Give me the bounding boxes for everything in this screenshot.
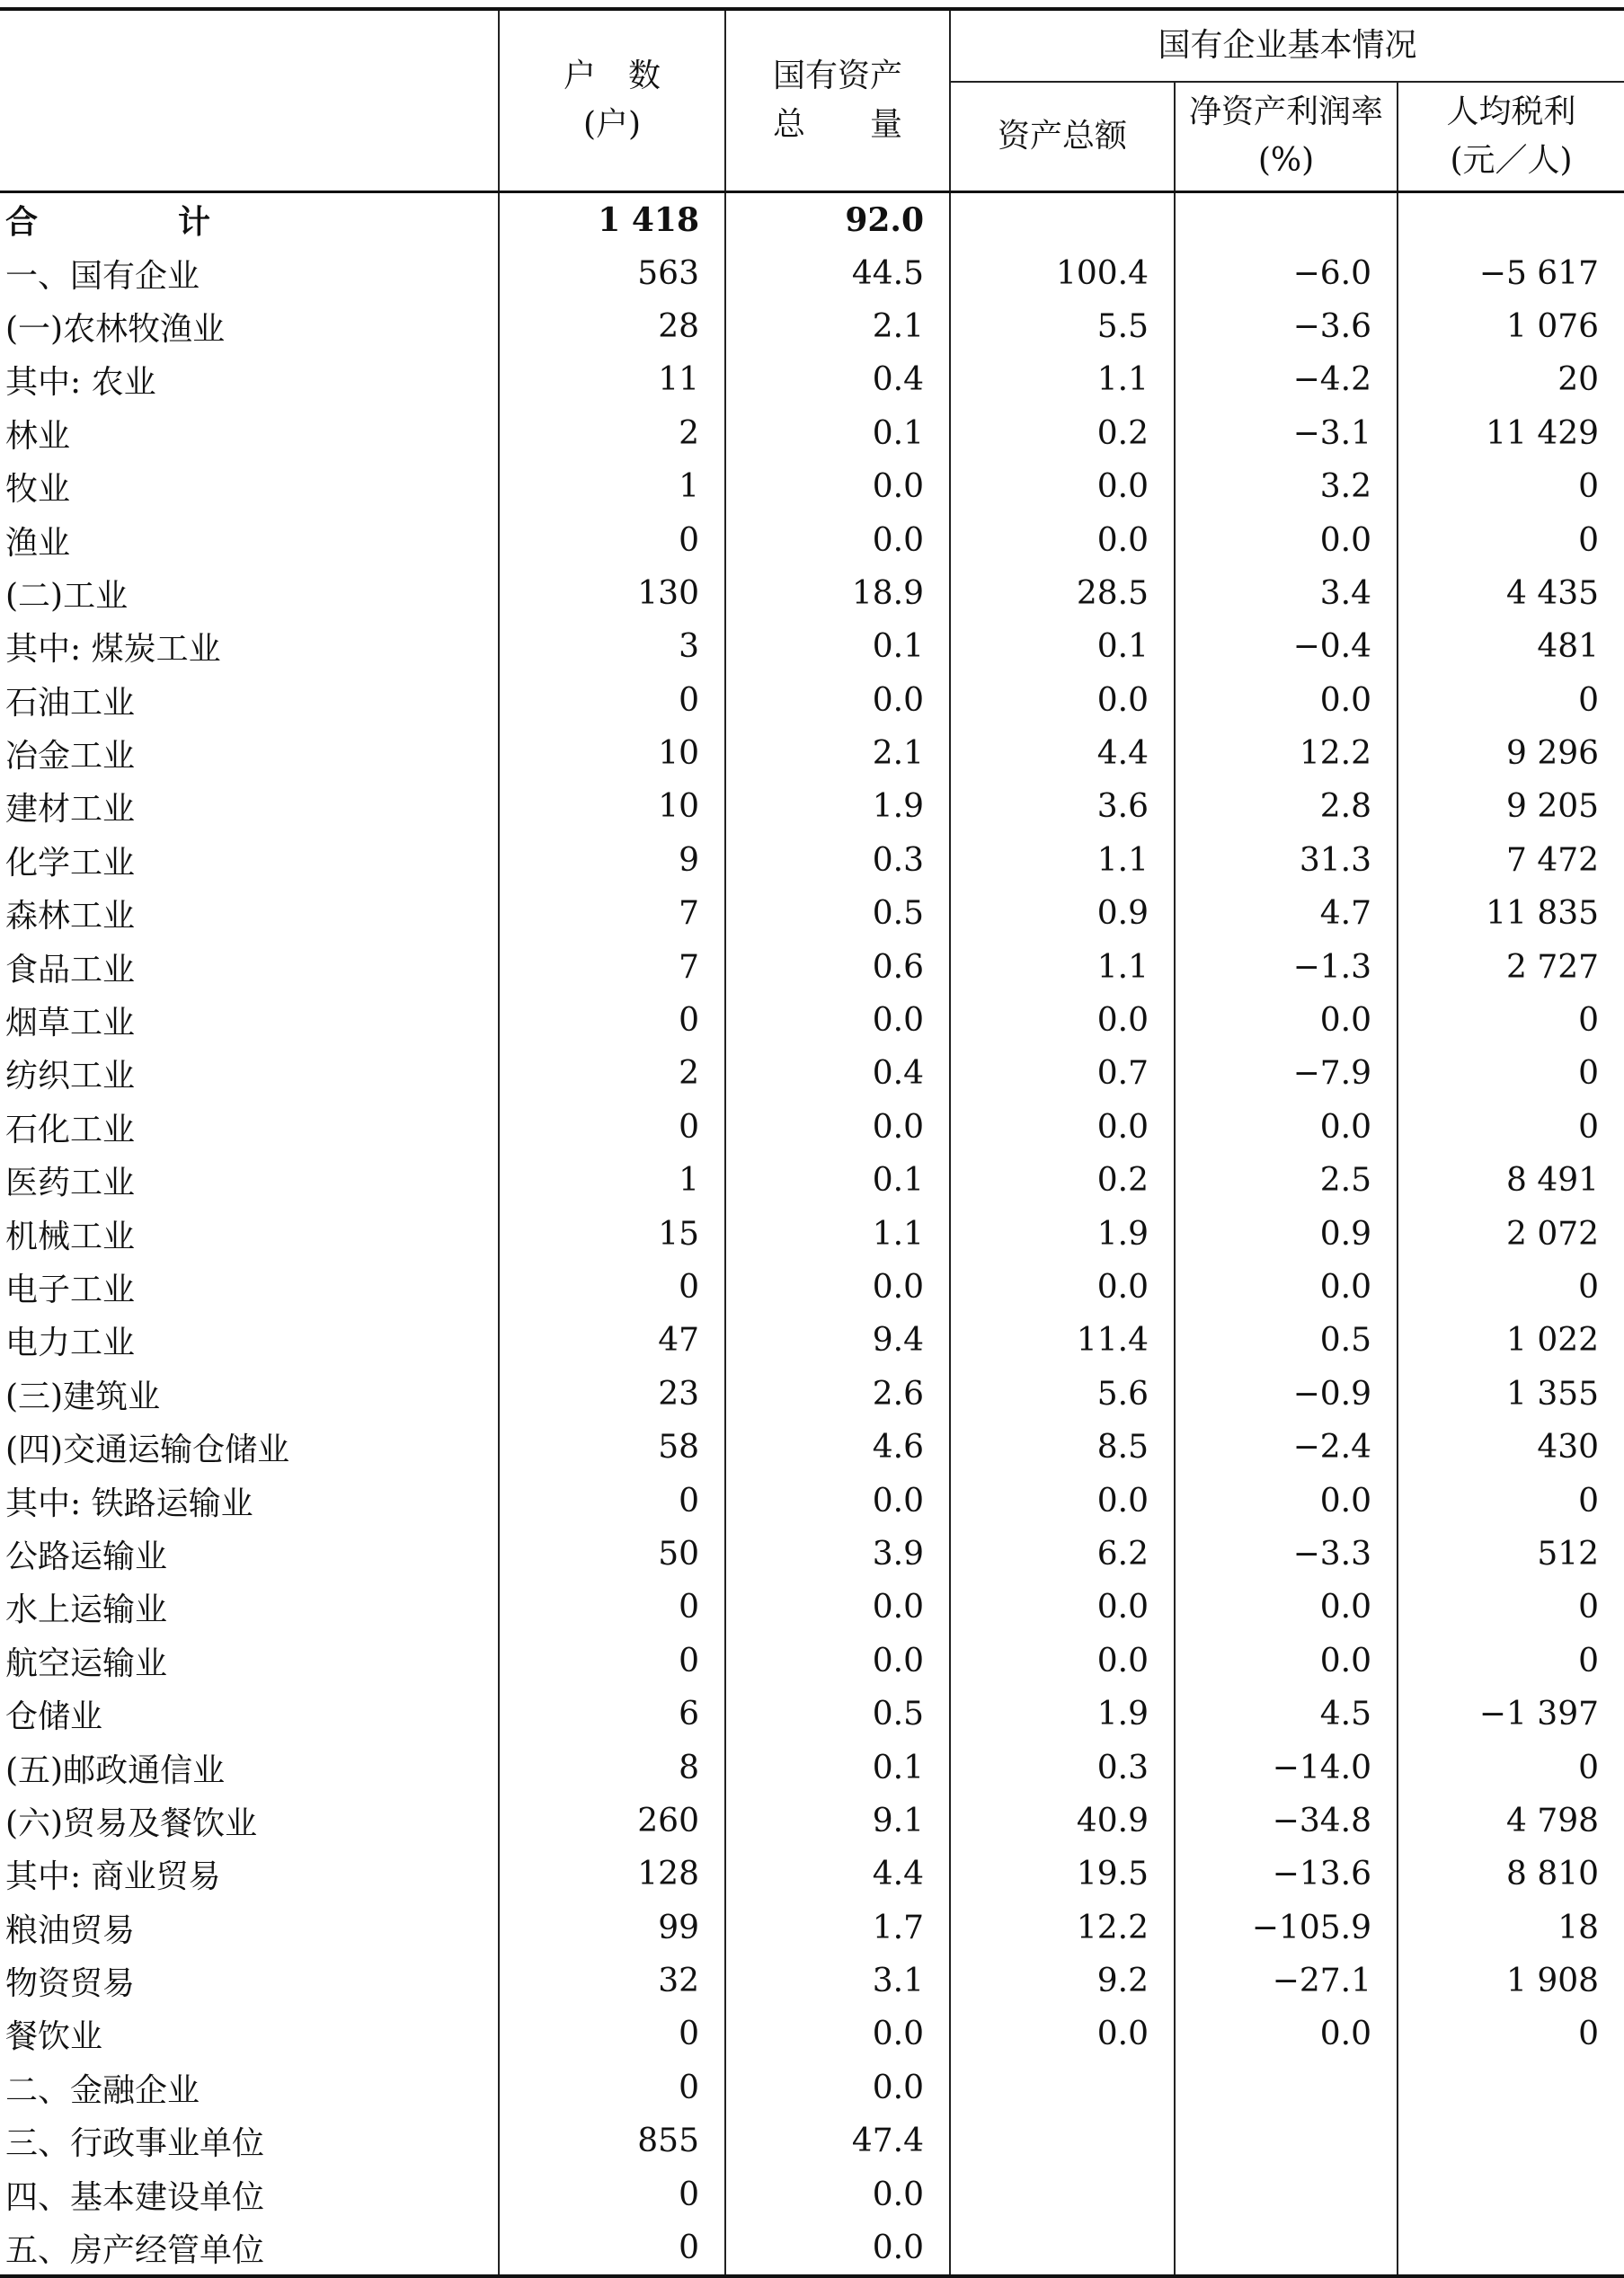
table-row <box>0 353 1624 406</box>
table-header <box>0 9 1624 192</box>
households-cell: 0 <box>499 2061 725 2114</box>
total-assets-cell: 0.3 <box>950 1741 1175 1794</box>
header-roe-title: 净资产利润率 <box>1188 93 1383 130</box>
table-row <box>0 674 1624 727</box>
row-label: 仓储业 <box>5 1698 103 1736</box>
row-label: 其中: 铁路运输业 <box>5 1485 253 1522</box>
per-capita-tax-profit-cell: 18 <box>1398 1901 1624 1954</box>
net-asset-profit-rate-cell: 2.8 <box>1175 780 1398 833</box>
per-capita-tax-profit-cell <box>1398 2221 1624 2276</box>
table-row <box>0 2008 1624 2061</box>
state-assets-cell: 0.0 <box>725 1581 950 1634</box>
header-total-assets: 资产总额 <box>950 82 1175 192</box>
net-asset-profit-rate-cell <box>1175 2114 1398 2167</box>
net-asset-profit-rate-cell: −1.3 <box>1175 940 1398 993</box>
households-cell: 855 <box>499 2114 725 2167</box>
net-asset-profit-rate-cell: 0.5 <box>1175 1314 1398 1367</box>
households-cell: 0 <box>499 1635 725 1688</box>
households-cell: 0 <box>499 1101 725 1154</box>
state-assets-cell: 0.0 <box>725 2008 950 2061</box>
state-assets-table <box>0 7 1624 2278</box>
row-label: 机械工业 <box>5 1218 136 1255</box>
state-assets-cell: 9.1 <box>725 1795 950 1848</box>
header-state-assets-title: 国有资产 <box>772 58 902 94</box>
per-capita-tax-profit-cell: 0 <box>1398 1047 1624 1100</box>
row-label: 水上运输业 <box>5 1591 168 1629</box>
households-cell: 563 <box>499 246 725 299</box>
state-assets-cell: 0.4 <box>725 353 950 406</box>
table-row <box>0 1474 1624 1527</box>
net-asset-profit-rate-cell <box>1175 2167 1398 2220</box>
state-assets-cell: 47.4 <box>725 2114 950 2167</box>
households-cell: 6 <box>499 1688 725 1741</box>
per-capita-tax-profit-cell: 0 <box>1398 460 1624 513</box>
row-label: 其中: 商业贸易 <box>5 1858 221 1896</box>
header-state-assets <box>725 9 950 192</box>
table-row <box>0 567 1624 620</box>
net-asset-profit-rate-cell: −4.2 <box>1175 353 1398 406</box>
households-cell: 11 <box>499 353 725 406</box>
net-asset-profit-rate-cell: −3.6 <box>1175 300 1398 353</box>
table-row <box>0 1954 1624 2008</box>
per-capita-tax-profit-cell <box>1398 2061 1624 2114</box>
state-assets-cell: 0.0 <box>725 994 950 1047</box>
households-cell: 0 <box>499 1261 725 1314</box>
net-asset-profit-rate-cell: −105.9 <box>1175 1901 1398 1954</box>
total-assets-cell <box>950 2114 1175 2167</box>
table-row <box>0 1421 1624 1474</box>
per-capita-tax-profit-cell: 8 491 <box>1398 1154 1624 1207</box>
per-capita-tax-profit-cell: 0 <box>1398 1741 1624 1794</box>
table-row <box>0 780 1624 833</box>
net-asset-profit-rate-cell: 0.0 <box>1175 1474 1398 1527</box>
total-assets-cell: 1.1 <box>950 353 1175 406</box>
table-row <box>0 940 1624 993</box>
table-row <box>0 2221 1624 2276</box>
net-asset-profit-rate-cell: 4.5 <box>1175 1688 1398 1741</box>
per-capita-tax-profit-cell: 0 <box>1398 674 1624 727</box>
row-label: 烟草工业 <box>5 1005 136 1042</box>
net-asset-profit-rate-cell: −2.4 <box>1175 1421 1398 1474</box>
state-assets-cell: 9.4 <box>725 1314 950 1367</box>
per-capita-tax-profit-cell <box>1398 2114 1624 2167</box>
total-assets-cell: 12.2 <box>950 1901 1175 1954</box>
state-assets-cell: 0.0 <box>725 1635 950 1688</box>
row-label: (五)邮政通信业 <box>5 1751 226 1789</box>
households-cell: 128 <box>499 1848 725 1901</box>
table-row <box>0 1047 1624 1100</box>
header-soe-basic-info: 国有企业基本情况 <box>950 9 1624 82</box>
net-asset-profit-rate-cell: 3.2 <box>1175 460 1398 513</box>
net-asset-profit-rate-cell <box>1175 2221 1398 2276</box>
households-cell: 7 <box>499 887 725 940</box>
net-asset-profit-rate-cell: 0.0 <box>1175 1261 1398 1314</box>
row-label: (一)农林牧渔业 <box>5 310 226 348</box>
per-capita-tax-profit-cell: 4 435 <box>1398 567 1624 620</box>
table-row <box>0 1795 1624 1848</box>
households-cell: 15 <box>499 1207 725 1260</box>
row-label: 餐饮业 <box>5 2018 103 2056</box>
per-capita-tax-profit-cell: 0 <box>1398 1474 1624 1527</box>
per-capita-tax-profit-cell: 0 <box>1398 994 1624 1047</box>
households-cell: 47 <box>499 1314 725 1367</box>
state-assets-cell: 0.0 <box>725 1474 950 1527</box>
header-tax-unit: (元／人) <box>1450 142 1573 179</box>
total-assets-cell <box>950 192 1175 247</box>
total-assets-cell: 5.6 <box>950 1368 1175 1421</box>
households-cell: 260 <box>499 1795 725 1848</box>
row-label: 五、房产经管单位 <box>5 2232 265 2270</box>
total-assets-cell <box>950 2167 1175 2220</box>
row-label: 航空运输业 <box>5 1644 168 1682</box>
per-capita-tax-profit-cell: 0 <box>1398 2008 1624 2061</box>
row-label: 物资贸易 <box>5 1965 136 2003</box>
households-cell: 28 <box>499 300 725 353</box>
state-assets-cell: 0.0 <box>725 1261 950 1314</box>
state-assets-cell: 1.7 <box>725 1901 950 1954</box>
table-row <box>0 2167 1624 2220</box>
state-assets-cell: 0.0 <box>725 2167 950 2220</box>
table-row <box>0 1848 1624 1901</box>
net-asset-profit-rate-cell: −3.3 <box>1175 1528 1398 1581</box>
table-row <box>0 192 1624 247</box>
table-row <box>0 1635 1624 1688</box>
net-asset-profit-rate-cell: 0.0 <box>1175 1635 1398 1688</box>
table-row <box>0 727 1624 780</box>
per-capita-tax-profit-cell: 430 <box>1398 1421 1624 1474</box>
per-capita-tax-profit-cell: 1 908 <box>1398 1954 1624 2008</box>
row-label: (二)工业 <box>5 577 129 615</box>
total-assets-cell <box>950 2221 1175 2276</box>
per-capita-tax-profit-cell: 512 <box>1398 1528 1624 1581</box>
per-capita-tax-profit-cell: −1 397 <box>1398 1688 1624 1741</box>
per-capita-tax-profit-cell: 2 727 <box>1398 940 1624 993</box>
table-row <box>0 620 1624 673</box>
row-label: 四、基本建设单位 <box>5 2178 265 2216</box>
total-assets-cell: 4.4 <box>950 727 1175 780</box>
households-cell: 0 <box>499 1474 725 1527</box>
per-capita-tax-profit-cell: 0 <box>1398 1635 1624 1688</box>
total-assets-cell: 11.4 <box>950 1314 1175 1367</box>
net-asset-profit-rate-cell: −27.1 <box>1175 1954 1398 2008</box>
households-cell: 1 418 <box>499 192 725 247</box>
households-cell: 7 <box>499 940 725 993</box>
row-label: 纺织工业 <box>5 1058 136 1095</box>
header-net-asset-profit-rate <box>1175 82 1398 192</box>
state-assets-cell: 4.6 <box>725 1421 950 1474</box>
total-assets-cell: 40.9 <box>950 1795 1175 1848</box>
total-assets-cell: 19.5 <box>950 1848 1175 1901</box>
table-row <box>0 460 1624 513</box>
net-asset-profit-rate-cell: −0.4 <box>1175 620 1398 673</box>
net-asset-profit-rate-cell: −34.8 <box>1175 1795 1398 1848</box>
total-assets-cell: 0.0 <box>950 1474 1175 1527</box>
header-households-unit: (户) <box>582 106 642 143</box>
per-capita-tax-profit-cell: 7 472 <box>1398 834 1624 887</box>
table-row <box>0 1528 1624 1581</box>
state-assets-cell: 3.1 <box>725 1954 950 2008</box>
net-asset-profit-rate-cell: −7.9 <box>1175 1047 1398 1100</box>
state-assets-cell: 18.9 <box>725 567 950 620</box>
state-assets-cell: 2.1 <box>725 300 950 353</box>
row-label: 建材工业 <box>5 791 136 829</box>
net-asset-profit-rate-cell: −0.9 <box>1175 1368 1398 1421</box>
table-row <box>0 1368 1624 1421</box>
state-assets-cell: 0.1 <box>725 407 950 460</box>
table-row <box>0 2061 1624 2114</box>
households-cell: 0 <box>499 674 725 727</box>
per-capita-tax-profit-cell: 1 022 <box>1398 1314 1624 1367</box>
total-assets-cell: 0.0 <box>950 513 1175 566</box>
net-asset-profit-rate-cell: −6.0 <box>1175 246 1398 299</box>
table-row <box>0 887 1624 940</box>
total-assets-cell: 0.0 <box>950 1101 1175 1154</box>
households-cell: 2 <box>499 1047 725 1100</box>
state-assets-cell: 4.4 <box>725 1848 950 1901</box>
total-assets-cell: 3.6 <box>950 780 1175 833</box>
households-cell: 0 <box>499 1581 725 1634</box>
state-assets-cell: 0.0 <box>725 674 950 727</box>
table-row <box>0 1314 1624 1367</box>
total-assets-cell: 0.7 <box>950 1047 1175 1100</box>
table-row <box>0 246 1624 299</box>
households-cell: 0 <box>499 994 725 1047</box>
state-assets-cell: 0.4 <box>725 1047 950 1100</box>
row-label: (四)交通运输仓储业 <box>5 1432 290 1469</box>
state-assets-cell: 0.5 <box>725 887 950 940</box>
households-cell: 10 <box>499 727 725 780</box>
per-capita-tax-profit-cell: 2 072 <box>1398 1207 1624 1260</box>
table-row <box>0 1688 1624 1741</box>
total-assets-cell: 5.5 <box>950 300 1175 353</box>
households-cell: 9 <box>499 834 725 887</box>
row-label: 冶金工业 <box>5 738 136 776</box>
state-assets-cell: 3.9 <box>725 1528 950 1581</box>
table-row <box>0 1741 1624 1794</box>
total-assets-cell <box>950 2061 1175 2114</box>
households-cell: 3 <box>499 620 725 673</box>
households-cell: 130 <box>499 567 725 620</box>
row-label: (六)贸易及餐饮业 <box>5 1804 258 1842</box>
row-label: 森林工业 <box>5 898 136 935</box>
net-asset-profit-rate-cell <box>1175 192 1398 247</box>
table-row <box>0 2114 1624 2167</box>
table-body <box>0 192 1624 2277</box>
total-assets-cell: 0.0 <box>950 460 1175 513</box>
households-cell: 58 <box>499 1421 725 1474</box>
per-capita-tax-profit-cell: −5 617 <box>1398 246 1624 299</box>
table-row <box>0 1261 1624 1314</box>
per-capita-tax-profit-cell: 0 <box>1398 513 1624 566</box>
header-roe-unit: (%) <box>1257 142 1315 179</box>
total-assets-cell: 9.2 <box>950 1954 1175 2008</box>
state-assets-cell: 0.1 <box>725 1154 950 1207</box>
table-row <box>0 1101 1624 1154</box>
total-assets-cell: 1.1 <box>950 940 1175 993</box>
state-assets-cell: 0.0 <box>725 513 950 566</box>
households-cell: 0 <box>499 2221 725 2276</box>
net-asset-profit-rate-cell: 0.0 <box>1175 994 1398 1047</box>
households-cell: 1 <box>499 460 725 513</box>
state-assets-cell: 0.5 <box>725 1688 950 1741</box>
per-capita-tax-profit-cell <box>1398 2167 1624 2220</box>
total-assets-cell: 1.9 <box>950 1688 1175 1741</box>
state-assets-cell: 92.0 <box>725 192 950 247</box>
row-label: 渔业 <box>5 524 71 562</box>
state-assets-cell: 0.0 <box>725 2221 950 2276</box>
per-capita-tax-profit-cell: 0 <box>1398 1261 1624 1314</box>
net-asset-profit-rate-cell: −13.6 <box>1175 1848 1398 1901</box>
households-cell: 50 <box>499 1528 725 1581</box>
row-label: (三)建筑业 <box>5 1378 161 1415</box>
per-capita-tax-profit-cell <box>1398 192 1624 247</box>
net-asset-profit-rate-cell: −3.1 <box>1175 407 1398 460</box>
total-assets-cell: 0.2 <box>950 407 1175 460</box>
households-cell: 1 <box>499 1154 725 1207</box>
per-capita-tax-profit-cell: 1 076 <box>1398 300 1624 353</box>
net-asset-profit-rate-cell: 4.7 <box>1175 887 1398 940</box>
per-capita-tax-profit-cell: 8 810 <box>1398 1848 1624 1901</box>
total-assets-cell: 6.2 <box>950 1528 1175 1581</box>
row-label: 一、国有企业 <box>5 257 200 295</box>
total-assets-cell: 0.0 <box>950 674 1175 727</box>
state-assets-cell: 2.1 <box>725 727 950 780</box>
total-assets-cell: 0.9 <box>950 887 1175 940</box>
table-row <box>0 1154 1624 1207</box>
per-capita-tax-profit-cell: 0 <box>1398 1101 1624 1154</box>
row-label: 合 计 <box>5 203 265 242</box>
net-asset-profit-rate-cell: 0.0 <box>1175 1581 1398 1634</box>
per-capita-tax-profit-cell: 481 <box>1398 620 1624 673</box>
total-assets-cell: 0.0 <box>950 2008 1175 2061</box>
row-label: 其中: 煤炭工业 <box>5 631 221 669</box>
state-assets-cell: 0.6 <box>725 940 950 993</box>
state-assets-cell: 1.1 <box>725 1207 950 1260</box>
total-assets-cell: 100.4 <box>950 246 1175 299</box>
net-asset-profit-rate-cell: 0.0 <box>1175 2008 1398 2061</box>
net-asset-profit-rate-cell: 31.3 <box>1175 834 1398 887</box>
header-households-title: 户 数 <box>563 58 661 94</box>
households-cell: 99 <box>499 1901 725 1954</box>
header-row-label-blank <box>0 9 499 192</box>
net-asset-profit-rate-cell <box>1175 2061 1398 2114</box>
row-label: 化学工业 <box>5 844 136 882</box>
net-asset-profit-rate-cell: 0.0 <box>1175 1101 1398 1154</box>
per-capita-tax-profit-cell: 1 355 <box>1398 1368 1624 1421</box>
households-cell: 8 <box>499 1741 725 1794</box>
per-capita-tax-profit-cell: 11 429 <box>1398 407 1624 460</box>
row-label: 食品工业 <box>5 951 136 988</box>
state-assets-cell: 0.0 <box>725 460 950 513</box>
total-assets-cell: 0.1 <box>950 620 1175 673</box>
total-assets-cell: 0.0 <box>950 1581 1175 1634</box>
row-label: 石油工业 <box>5 684 136 722</box>
households-cell: 10 <box>499 780 725 833</box>
net-asset-profit-rate-cell: 0.0 <box>1175 674 1398 727</box>
table-row <box>0 834 1624 887</box>
table-row <box>0 1207 1624 1260</box>
row-label: 牧业 <box>5 471 71 509</box>
row-label: 石化工业 <box>5 1111 136 1148</box>
total-assets-cell: 0.2 <box>950 1154 1175 1207</box>
total-assets-cell: 28.5 <box>950 567 1175 620</box>
net-asset-profit-rate-cell: 0.0 <box>1175 513 1398 566</box>
total-assets-cell: 1.9 <box>950 1207 1175 1260</box>
households-cell: 0 <box>499 2167 725 2220</box>
row-label: 林业 <box>5 417 71 455</box>
per-capita-tax-profit-cell: 11 835 <box>1398 887 1624 940</box>
header-households <box>499 9 725 192</box>
row-label: 其中: 农业 <box>5 364 156 402</box>
row-label: 电力工业 <box>5 1325 136 1362</box>
state-assets-cell: 0.3 <box>725 834 950 887</box>
header-state-assets-title-2: 总 量 <box>772 106 902 143</box>
header-per-capita-tax-profit <box>1398 82 1624 192</box>
households-cell: 23 <box>499 1368 725 1421</box>
row-label: 粮油贸易 <box>5 1911 136 1949</box>
table-row <box>0 300 1624 353</box>
total-assets-cell: 0.0 <box>950 1261 1175 1314</box>
state-assets-cell: 0.1 <box>725 1741 950 1794</box>
per-capita-tax-profit-cell: 9 296 <box>1398 727 1624 780</box>
state-assets-cell: 0.0 <box>725 1101 950 1154</box>
state-assets-cell: 1.9 <box>725 780 950 833</box>
state-assets-cell: 0.0 <box>725 2061 950 2114</box>
row-label: 二、金融企业 <box>5 2071 200 2109</box>
per-capita-tax-profit-cell: 0 <box>1398 1581 1624 1634</box>
total-assets-cell: 0.0 <box>950 994 1175 1047</box>
row-label: 公路运输业 <box>5 1538 168 1575</box>
table-row <box>0 513 1624 566</box>
households-cell: 0 <box>499 513 725 566</box>
row-label: 医药工业 <box>5 1165 136 1202</box>
per-capita-tax-profit-cell: 4 798 <box>1398 1795 1624 1848</box>
households-cell: 2 <box>499 407 725 460</box>
net-asset-profit-rate-cell: 0.9 <box>1175 1207 1398 1260</box>
row-label: 电子工业 <box>5 1272 136 1308</box>
households-cell: 32 <box>499 1954 725 2008</box>
per-capita-tax-profit-cell: 9 205 <box>1398 780 1624 833</box>
state-assets-cell: 2.6 <box>725 1368 950 1421</box>
table-row <box>0 407 1624 460</box>
households-cell: 0 <box>499 2008 725 2061</box>
total-assets-cell: 0.0 <box>950 1635 1175 1688</box>
state-assets-cell: 44.5 <box>725 246 950 299</box>
table-row <box>0 1581 1624 1634</box>
state-assets-cell: 0.1 <box>725 620 950 673</box>
table-row <box>0 1901 1624 1954</box>
row-label: 三、行政事业单位 <box>5 2125 265 2163</box>
net-asset-profit-rate-cell: 3.4 <box>1175 567 1398 620</box>
net-asset-profit-rate-cell: 2.5 <box>1175 1154 1398 1207</box>
net-asset-profit-rate-cell: −14.0 <box>1175 1741 1398 1794</box>
total-assets-cell: 8.5 <box>950 1421 1175 1474</box>
net-asset-profit-rate-cell: 12.2 <box>1175 727 1398 780</box>
header-tax-title: 人均税利 <box>1446 93 1576 130</box>
table-row <box>0 994 1624 1047</box>
total-assets-cell: 1.1 <box>950 834 1175 887</box>
per-capita-tax-profit-cell: 20 <box>1398 353 1624 406</box>
